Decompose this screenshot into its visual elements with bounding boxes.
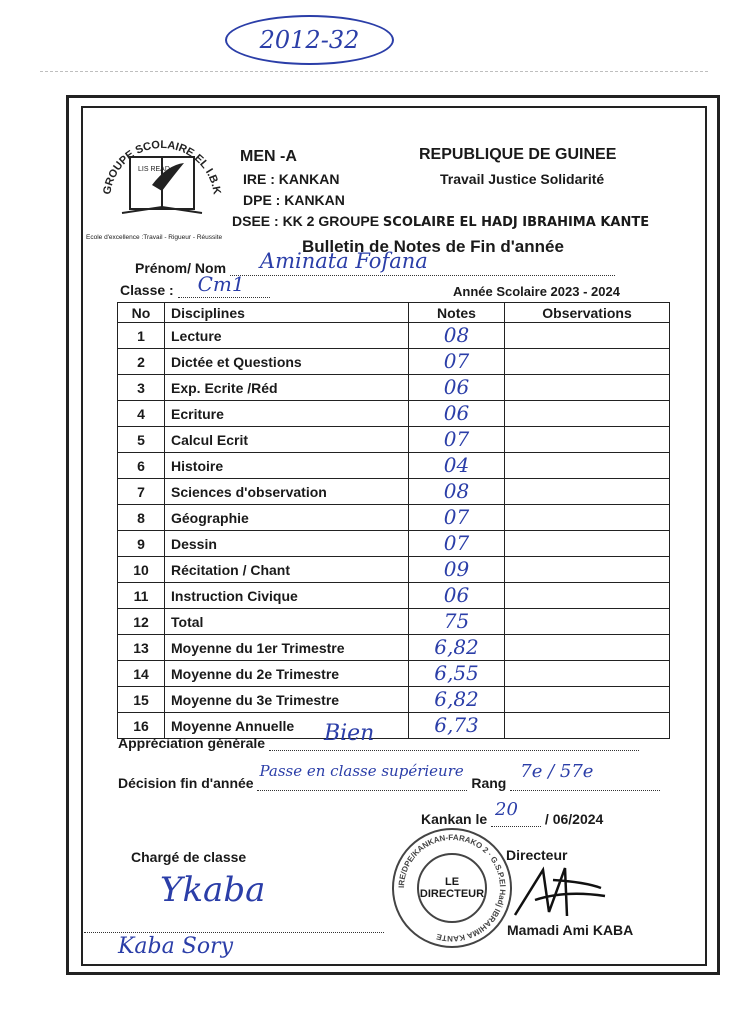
decision-value: Passe en classe supérieure [259, 762, 464, 780]
date-row [421, 799, 604, 827]
table-row [118, 583, 670, 609]
row-discipline: Géographie [165, 505, 409, 531]
decision-row [118, 761, 660, 791]
row-discipline: Calcul Ecrit [165, 427, 409, 453]
row-observation [505, 557, 670, 583]
date-day-value: 20 [495, 799, 518, 820]
rang-value: 7e / 57e [520, 761, 594, 782]
row-discipline: Moyenne du 2e Trimestre [165, 661, 409, 687]
row-discipline: Exp. Ecrite /Réd [165, 375, 409, 401]
row-note-value: 07 [443, 427, 470, 451]
row-observation [505, 453, 670, 479]
row-note-value: 6,55 [434, 661, 479, 685]
row-observation [505, 687, 670, 713]
table-row [118, 687, 670, 713]
student-name-value: Aminata Fofana [259, 249, 428, 273]
school-logo-icon [92, 115, 232, 245]
row-discipline: Moyenne du 1er Trimestre [165, 635, 409, 661]
row-discipline: Total [165, 609, 409, 635]
table-row [118, 453, 670, 479]
row-note-value: 06 [443, 401, 470, 425]
row-discipline: Récitation / Chant [165, 557, 409, 583]
bulletin-title: Bulletin de Notes de Fin d'année [302, 237, 564, 256]
table-row [118, 531, 670, 557]
table-row [118, 557, 670, 583]
student-class-row [120, 272, 270, 298]
row-note [409, 583, 505, 609]
row-number: 11 [118, 583, 165, 609]
row-observation [505, 375, 670, 401]
table-row [118, 375, 670, 401]
row-note [409, 323, 505, 349]
charge-name: Kaba Sory [118, 934, 234, 959]
student-name-label: Prénom/ Nom [135, 260, 227, 276]
student-name-field [230, 249, 615, 276]
top-divider [40, 71, 708, 72]
row-observation [505, 427, 670, 453]
row-note [409, 531, 505, 557]
appreciation-label: Appréciation générale [118, 735, 266, 751]
row-number: 3 [118, 375, 165, 401]
header-disciplines: Disciplines [165, 303, 409, 323]
table-row [118, 401, 670, 427]
row-note [409, 427, 505, 453]
row-observation [505, 349, 670, 375]
row-number: 9 [118, 531, 165, 557]
row-note [409, 453, 505, 479]
row-note [409, 609, 505, 635]
reference-stamp: 2012-32 [225, 15, 394, 65]
logo-book-text: LIS READ [138, 166, 170, 173]
rang-field [510, 761, 660, 791]
decision-label: Décision fin d'année [118, 775, 254, 791]
row-note [409, 375, 505, 401]
table-header-row [118, 303, 670, 323]
row-number: 14 [118, 661, 165, 687]
school-year: Année Scolaire 2023 - 2024 [453, 284, 620, 299]
table-row [118, 661, 670, 687]
logo-motto: Ecole d'excellence :Travail - Rigueur - Réussite [86, 234, 223, 241]
row-note-value: 08 [443, 479, 470, 503]
row-observation [505, 583, 670, 609]
row-observation [505, 505, 670, 531]
row-discipline: Sciences d'observation [165, 479, 409, 505]
table-row [118, 349, 670, 375]
row-note [409, 661, 505, 687]
row-number: 13 [118, 635, 165, 661]
date-day-field [491, 799, 541, 827]
row-number: 4 [118, 401, 165, 427]
directeur-label: Directeur [506, 847, 568, 863]
row-number: 2 [118, 349, 165, 375]
rang-label: Rang [471, 775, 507, 791]
row-number: 8 [118, 505, 165, 531]
republic-motto: Travail Justice Solidarité [440, 171, 605, 187]
charge-label: Chargé de classe [131, 849, 247, 865]
date-prefix: Kankan le [421, 811, 488, 827]
header-no: No [118, 303, 165, 323]
row-discipline: Instruction Civique [165, 583, 409, 609]
header-observations: Observations [505, 303, 670, 323]
row-number: 5 [118, 427, 165, 453]
row-discipline: Dessin [165, 531, 409, 557]
row-observation [505, 323, 670, 349]
ire-label: IRE : KANKAN [243, 171, 340, 187]
row-number: 1 [118, 323, 165, 349]
row-note-value: 75 [443, 609, 470, 633]
row-note-value: 07 [443, 349, 470, 373]
row-discipline: Moyenne Annuelle [165, 713, 409, 739]
student-class-value: Cm1 [197, 272, 245, 296]
table-row [118, 609, 670, 635]
row-number: 12 [118, 609, 165, 635]
dsee-label [232, 213, 649, 230]
row-number: 16 [118, 713, 165, 739]
dsee-prefix: DSEE : KK 2 GROUPE [232, 213, 383, 229]
row-number: 15 [118, 687, 165, 713]
row-observation [505, 401, 670, 427]
table-row [118, 635, 670, 661]
grades-table [117, 302, 670, 739]
row-note [409, 687, 505, 713]
row-discipline: Moyenne du 3e Trimestre [165, 687, 409, 713]
row-note-value: 6,82 [434, 635, 479, 659]
directeur-signature-icon [505, 860, 615, 930]
table-row [118, 479, 670, 505]
row-note-value: 06 [443, 583, 470, 607]
charge-signature: Ykaba [160, 870, 266, 910]
row-note [409, 505, 505, 531]
row-observation [505, 609, 670, 635]
row-note [409, 349, 505, 375]
student-class-field [178, 272, 270, 298]
row-note-value: 6,82 [434, 687, 479, 711]
row-discipline: Histoire [165, 453, 409, 479]
decision-field [257, 762, 467, 791]
row-discipline: Lecture [165, 323, 409, 349]
row-note [409, 401, 505, 427]
republic-title: REPUBLIQUE DE GUINEE [419, 146, 617, 163]
student-class-label: Classe : [120, 282, 174, 298]
row-number: 7 [118, 479, 165, 505]
logo-arc-text: GROUPE SCOLAIRE EL I.B.K [101, 138, 223, 196]
table-row [118, 505, 670, 531]
row-note-value: 07 [443, 531, 470, 555]
row-note [409, 557, 505, 583]
row-discipline: Ecriture [165, 401, 409, 427]
directeur-name: Mamadi Ami KABA [507, 922, 634, 938]
date-rest: / 06/2024 [544, 811, 604, 827]
stamp-ring-text: IRE/DPE/KANKAN-FARAKO 2 · G.S.P.El Hadj IBRAHIMA KANTE [396, 832, 508, 944]
row-note [409, 635, 505, 661]
row-note-value: 08 [443, 323, 470, 347]
row-number: 6 [118, 453, 165, 479]
charge-signature-line [84, 932, 384, 933]
table-row [118, 427, 670, 453]
dpe-label: DPE : KANKAN [243, 192, 345, 208]
stamp-center: LE DIRECTEUR [417, 853, 487, 923]
row-observation [505, 661, 670, 687]
ministry-label: MEN -A [240, 148, 297, 165]
row-note-value: 07 [443, 505, 470, 529]
row-note-value: 06 [443, 375, 470, 399]
school-name: SCOLAIRE EL HADJ IBRAHIMA KANTE [382, 215, 650, 230]
row-observation [505, 531, 670, 557]
table-row [118, 323, 670, 349]
row-discipline: Dictée et Questions [165, 349, 409, 375]
row-number: 10 [118, 557, 165, 583]
row-observation [505, 479, 670, 505]
header-notes: Notes [409, 303, 505, 323]
appreciation-value: Bien [323, 721, 375, 746]
row-note-value: 09 [443, 557, 470, 581]
row-note-value: 04 [443, 453, 470, 477]
row-note [409, 479, 505, 505]
row-note-value: 6,73 [434, 713, 479, 737]
row-observation [505, 635, 670, 661]
